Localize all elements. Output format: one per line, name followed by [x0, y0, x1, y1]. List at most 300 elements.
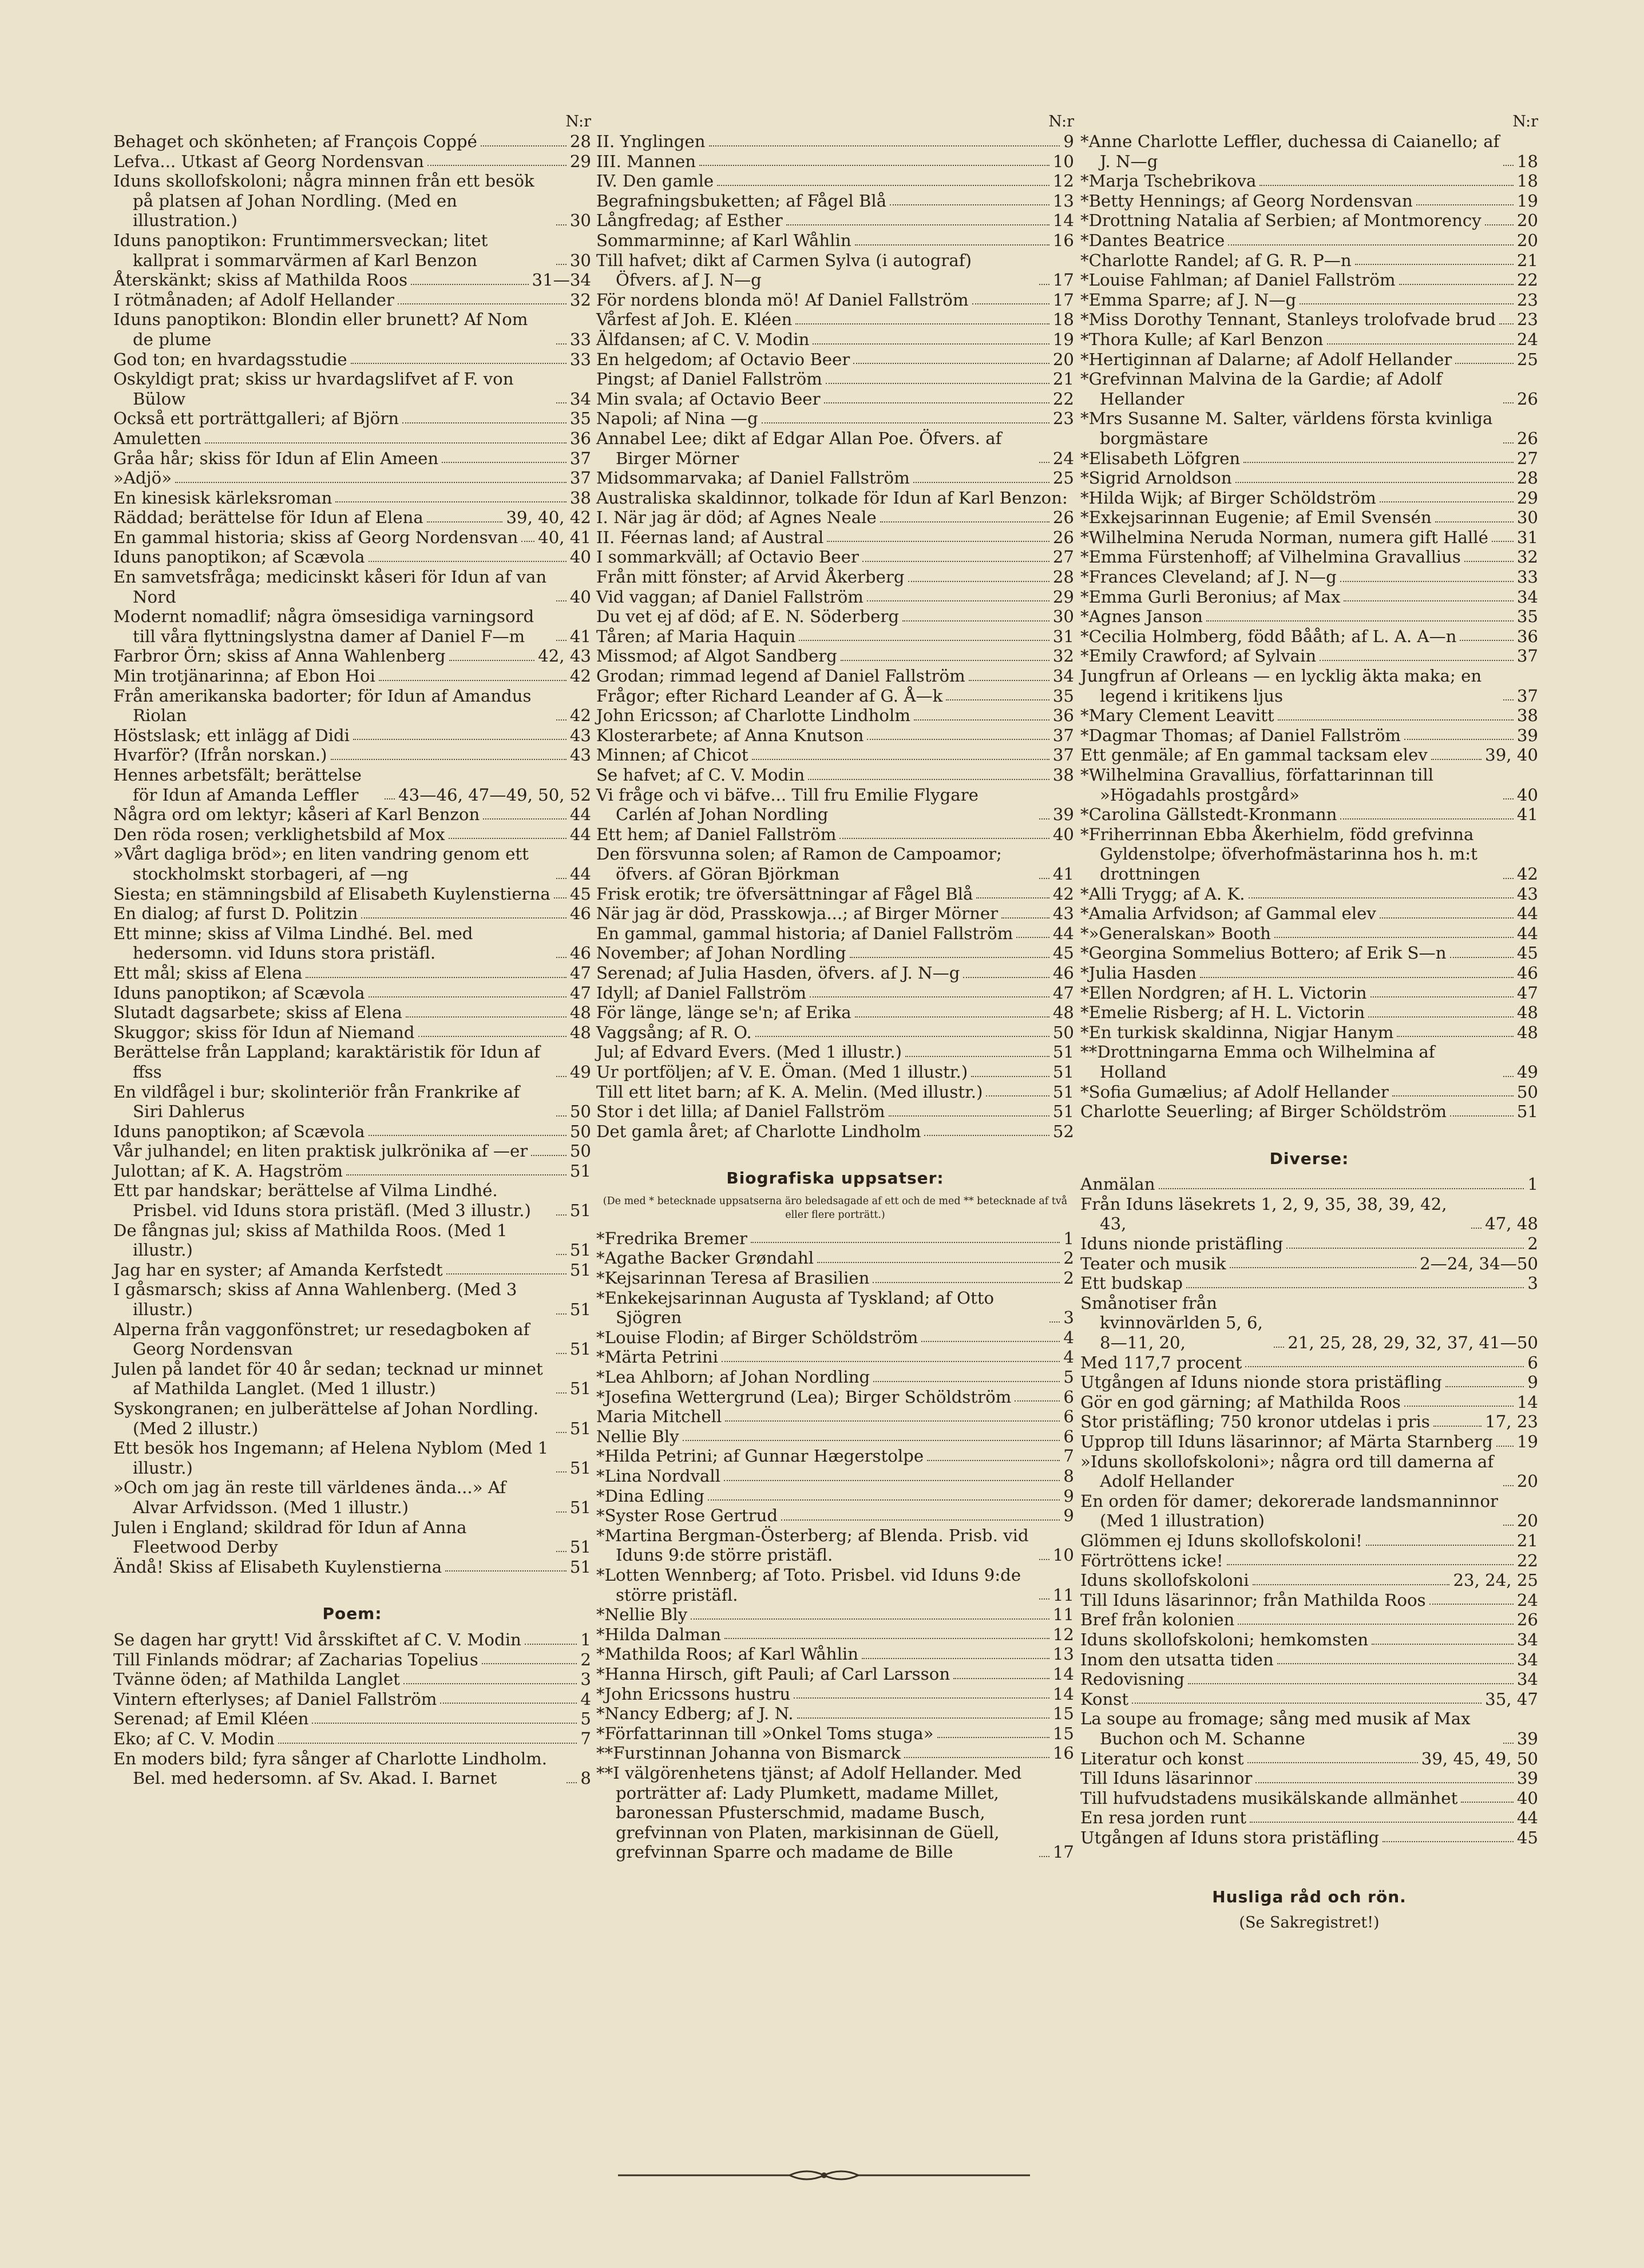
index-entry	[1080, 1669, 1538, 1689]
leader-dots	[1278, 719, 1514, 721]
entry-title: *Drottning Natalia af Serbien; af Montmorency	[1080, 211, 1481, 231]
index-entry	[1080, 1082, 1538, 1102]
poem-list-continued	[596, 132, 1074, 1141]
leader-dots	[1249, 897, 1514, 899]
index-entry	[113, 745, 591, 765]
index-entry	[1080, 1610, 1538, 1630]
index-entry	[596, 884, 1074, 904]
entry-title: *Martina Bergman-Österberg; af Blenda. Prisb. vid Iduns 9:de större pristäfl.	[596, 1525, 1029, 1565]
index-entry	[113, 1359, 591, 1399]
entry-number: 2	[1527, 1234, 1538, 1254]
entry-number: 44	[1516, 904, 1538, 924]
leader-dots	[1039, 1856, 1049, 1857]
entry-title: Oskyldigt prat; skiss ur hvardagslifvet af F. von Bülow	[113, 369, 514, 409]
entry-title: **Drottningarna Emma och Wilhelmina af Holland	[1080, 1042, 1435, 1082]
index-entry	[1080, 251, 1538, 271]
entry-title: Till hufvudstadens musikälskande allmänhet	[1080, 1788, 1458, 1808]
entry-number: 26	[1516, 1610, 1538, 1630]
entry-number: 20	[1516, 1471, 1538, 1491]
index-entry	[596, 1248, 1074, 1268]
index-entry	[596, 191, 1074, 211]
index-entry	[113, 270, 591, 290]
entry-title: Älfdansen; af C. V. Modin	[596, 329, 810, 349]
entry-title: *Amalia Arfvidson; af Gammal elev	[1080, 904, 1376, 924]
entry-number: 42, 43	[538, 646, 591, 666]
entry-number: 40	[569, 547, 591, 567]
index-entry	[1080, 1491, 1538, 1531]
entry-title: *Lea Ahlborn; af Johan Nordling	[596, 1367, 870, 1387]
entry-title: Stor pristäfling; 750 kronor utdelas i pris	[1080, 1412, 1430, 1432]
index-entry	[596, 686, 1074, 706]
index-entry	[1080, 1234, 1538, 1254]
index-entry	[596, 646, 1074, 666]
index-entry	[113, 1399, 591, 1438]
leader-dots	[1435, 521, 1514, 523]
leader-dots	[1397, 1036, 1513, 1037]
index-entry	[113, 1320, 591, 1359]
leader-dots	[1380, 501, 1514, 502]
leader-dots	[1039, 284, 1049, 285]
entry-number: 24	[1516, 329, 1538, 349]
leader-dots	[752, 759, 1049, 760]
index-entry	[596, 132, 1074, 152]
entry-title: Från mitt fönster; af Arvid Åkerberg	[596, 567, 905, 587]
index-entry	[596, 785, 1074, 825]
index-entry	[596, 1268, 1074, 1288]
entry-number: 46	[1516, 963, 1538, 983]
leader-dots	[867, 600, 1049, 601]
entry-number: 35	[569, 409, 591, 429]
entry-number: 20	[1516, 230, 1538, 250]
entry-number: 37	[1516, 686, 1538, 706]
entry-number: 51	[569, 1201, 591, 1221]
entry-number: 19	[1516, 191, 1538, 211]
index-entry	[1080, 409, 1538, 448]
entry-number: 31	[1516, 527, 1538, 547]
index-entry	[1080, 330, 1538, 350]
entry-number: 42	[569, 706, 591, 726]
index-entry	[1080, 1273, 1538, 1293]
index-entry	[596, 1506, 1074, 1526]
entry-title: Till Iduns läsarinnor	[1080, 1768, 1253, 1788]
entry-number: 28	[1052, 567, 1074, 587]
entry-title: *Lina Nordvall	[596, 1466, 721, 1486]
index-entry	[596, 1684, 1074, 1704]
index-entry	[1080, 1570, 1538, 1590]
entry-number: 38	[569, 488, 591, 508]
index-entry	[596, 409, 1074, 429]
leader-dots	[556, 224, 567, 225]
leader-dots	[1300, 303, 1514, 304]
entry-number: 13	[1052, 1644, 1074, 1664]
entry-number: 23	[1516, 290, 1538, 310]
entry-number: 32	[1516, 547, 1538, 567]
entry-number: 25	[1516, 349, 1538, 369]
entry-number: 47	[569, 963, 591, 983]
entry-title: *Agathe Backer Grøndahl	[596, 1248, 814, 1268]
index-entry	[596, 963, 1074, 983]
entry-number: 24	[1516, 1590, 1538, 1610]
entry-number: 39	[1516, 1728, 1538, 1748]
leader-dots	[839, 838, 1049, 839]
index-entry	[1080, 924, 1538, 944]
leader-dots	[385, 798, 395, 799]
index-entry	[596, 468, 1074, 488]
entry-title: Några ord om lektyr; kåseri af Karl Benzon	[113, 805, 480, 825]
entry-title: En vildfågel i bur; skolinteriör från Frankrike af Siri Dahlerus	[113, 1082, 520, 1122]
leader-dots	[826, 383, 1049, 384]
leader-dots	[442, 462, 567, 463]
entry-number: 38	[1516, 706, 1538, 726]
leader-dots	[794, 1697, 1049, 1699]
index-entry	[113, 528, 591, 548]
leader-dots	[841, 660, 1049, 661]
entry-number: 44	[569, 864, 591, 884]
index-entry	[596, 508, 1074, 528]
entry-title: *Carolina Gällstedt-Kronmann	[1080, 805, 1337, 825]
index-entry	[113, 884, 591, 904]
leader-dots	[427, 521, 503, 523]
entry-number: 16	[1052, 1743, 1074, 1763]
leader-dots	[724, 1638, 1049, 1639]
entry-number: 36	[1052, 706, 1074, 726]
entry-title: Ett besök hos Ingemann; af Helena Nyblom (Med 1 illustr.)	[113, 1438, 549, 1478]
column-nr-label: N:r	[565, 113, 591, 130]
index-entry	[1080, 1452, 1538, 1491]
leader-dots	[556, 640, 567, 641]
entry-number: 43—46, 47—49, 50, 52	[398, 785, 591, 805]
entry-title: *Dina Edling	[596, 1486, 704, 1506]
leader-dots	[398, 303, 567, 304]
index-entry	[596, 1229, 1074, 1249]
index-entry	[596, 1704, 1074, 1724]
entry-title: God ton; en hvardagsstudie	[113, 349, 347, 369]
leader-dots	[556, 957, 567, 958]
leader-dots	[306, 977, 566, 978]
index-entry	[596, 1427, 1074, 1447]
leader-dots	[556, 343, 567, 345]
leader-dots	[1049, 1321, 1060, 1323]
entry-title: Stor i det lilla; af Daniel Fallström	[596, 1102, 885, 1122]
entry-title: *Louise Fahlman; af Daniel Fallström	[1080, 270, 1396, 290]
leader-dots	[1200, 977, 1514, 978]
entry-title: *Mathilda Roos; af Karl Wåhlin	[596, 1644, 859, 1664]
index-entry	[1080, 943, 1538, 963]
entry-number: 22	[1052, 389, 1074, 409]
entry-title: *Emma Sparre; af J. N—g	[1080, 290, 1297, 310]
leader-dots	[556, 1313, 567, 1315]
leader-dots	[418, 1036, 567, 1037]
entry-number: 46	[569, 904, 591, 924]
entry-number: 39, 40	[1485, 745, 1538, 765]
entry-title: De fångnas jul; skiss af Mathilda Roos. (Med 1 illustr.)	[113, 1220, 508, 1260]
leader-dots	[1186, 1287, 1524, 1288]
index-entry	[1080, 884, 1538, 904]
index-entry	[596, 310, 1074, 330]
leader-dots	[1253, 1584, 1450, 1585]
leader-dots	[810, 996, 1049, 998]
entry-title: *Alli Trygg; af A. K.	[1080, 884, 1245, 904]
leader-dots	[1460, 640, 1513, 641]
entry-number: 32	[569, 290, 591, 310]
index-entry	[1080, 547, 1538, 567]
entry-number: 43	[569, 725, 591, 745]
entry-title: *Wilhelmina Gravallius, författarinnan till »Högadahls prostgård»	[1080, 765, 1434, 805]
entry-number: 42	[569, 666, 591, 686]
entry-number: 34	[1516, 1629, 1538, 1649]
entry-number: 43	[1516, 884, 1538, 904]
leader-dots	[1238, 1624, 1514, 1625]
index-entry	[113, 1003, 591, 1023]
index-entry	[596, 1486, 1074, 1506]
index-entry	[1080, 449, 1538, 469]
entry-title: Redovisning	[1080, 1669, 1185, 1689]
entry-title: En gammal historia; skiss af Georg Nordensvan	[113, 527, 518, 547]
leader-dots	[1039, 462, 1049, 463]
index-entry	[113, 429, 591, 449]
index-entry	[1080, 1372, 1538, 1392]
index-entry	[596, 765, 1074, 785]
index-entry	[1080, 1392, 1538, 1412]
entry-number: 30	[569, 211, 591, 231]
index-entry	[596, 1387, 1074, 1407]
index-entry	[596, 587, 1074, 607]
entry-title: Du vet ej af död; af E. N. Söderberg	[596, 607, 900, 627]
entry-title: II. Féernas land; af Austral	[596, 527, 824, 547]
index-entry	[113, 1438, 591, 1478]
entry-title: Iduns panoptikon: Fruntimmersveckan; litet kallprat i sommarvärmen af Karl Benzon	[113, 230, 488, 270]
leader-dots	[567, 1782, 577, 1783]
index-entry	[113, 409, 591, 429]
entry-number: 23, 24, 25	[1453, 1570, 1538, 1590]
entry-number: 48	[569, 1003, 591, 1023]
entry-title: Den försvunna solen; af Ramon de Campoamor; öfvers. af Göran Björkman	[596, 844, 1002, 884]
index-entry	[1080, 607, 1538, 627]
entry-title: *Cecilia Holmberg, född Bååth; af L. A. A—n	[1080, 626, 1457, 646]
index-entry	[1080, 1808, 1538, 1828]
index-entry	[1080, 1254, 1538, 1274]
leader-dots	[1344, 600, 1513, 601]
leader-dots	[889, 1115, 1049, 1117]
index-entry	[1080, 1689, 1538, 1709]
leader-dots	[850, 957, 1049, 958]
index-entry	[113, 449, 591, 469]
entry-number: 4	[1063, 1327, 1074, 1347]
entry-title: Vi fråge och vi bäfve... Till fru Emilie Flygare Carlén af Johan Nordling	[596, 785, 979, 825]
leader-dots	[683, 1440, 1060, 1441]
entry-number: 12	[1052, 171, 1074, 191]
leader-dots	[481, 145, 567, 147]
leader-dots	[1227, 1564, 1514, 1565]
leader-dots	[556, 402, 567, 403]
entry-title: *Marja Tschebrikova	[1080, 171, 1257, 191]
index-entry	[1080, 1412, 1538, 1432]
leader-dots	[1228, 244, 1514, 246]
leader-dots	[1392, 1095, 1514, 1097]
index-entry	[113, 1023, 591, 1043]
index-entry	[113, 607, 591, 646]
leader-dots	[1399, 284, 1514, 285]
entry-title: Vid vaggan; af Daniel Fallström	[596, 587, 863, 607]
entry-number: 50	[1516, 1082, 1538, 1102]
husliga-heading: Husliga råd och rön.	[1212, 1887, 1407, 1907]
index-entry	[113, 1181, 591, 1220]
leader-dots	[1445, 1386, 1524, 1387]
index-entry	[596, 983, 1074, 1003]
entry-number: 9	[1063, 132, 1074, 151]
index-entry	[596, 1328, 1074, 1348]
entry-title: Ett mål; skiss af Elena	[113, 963, 303, 983]
entry-number: 47	[569, 983, 591, 1003]
entry-number: 34	[569, 389, 591, 409]
leader-dots	[1503, 1525, 1514, 1526]
entry-title: *Lotten Wennberg; af Toto. Prisbel. vid Iduns 9:de större pristäfl.	[596, 1565, 1021, 1605]
entry-number: 48	[1516, 1022, 1538, 1042]
entry-number: 22	[1516, 270, 1538, 290]
index-entry	[596, 666, 1074, 686]
entry-number: 21	[1516, 250, 1538, 270]
index-entry	[1080, 211, 1538, 231]
leader-dots	[1247, 1762, 1418, 1763]
entry-number: 13	[1052, 191, 1074, 211]
index-entry	[113, 1478, 591, 1517]
entry-number: 51	[569, 1300, 591, 1320]
leader-dots	[1368, 1016, 1514, 1018]
index-entry	[1080, 1194, 1538, 1234]
index-entry	[113, 547, 591, 567]
entry-title: Utgången af Iduns stora pristäfling	[1080, 1827, 1380, 1847]
entry-number: 29	[1052, 587, 1074, 607]
index-entry	[596, 924, 1074, 944]
index-entry	[596, 1062, 1074, 1082]
entry-number: 44	[569, 805, 591, 825]
entry-number: 27	[1052, 547, 1074, 567]
entry-number: 18	[1516, 151, 1538, 171]
leader-dots	[824, 402, 1049, 403]
entry-title: Nellie Bly	[596, 1426, 679, 1446]
leader-dots	[1235, 482, 1514, 483]
entry-title: Vintern efterlyses; af Daniel Fallström	[113, 1689, 437, 1709]
entry-number: 51	[1052, 1102, 1074, 1122]
entry-number: 51	[569, 1418, 591, 1438]
entry-number: 2	[580, 1649, 591, 1669]
entry-title: För länge, länge se'n; af Erika	[596, 1003, 851, 1023]
entry-title: Iduns panoptikon; af Scævola	[113, 1121, 365, 1141]
leader-dots	[351, 363, 567, 364]
index-entry	[596, 429, 1074, 468]
entry-title: *Betty Hennings; af Georg Nordensvan	[1080, 191, 1413, 211]
entry-number: 15	[1052, 1704, 1074, 1724]
leader-dots	[556, 1076, 567, 1077]
entry-number: 2	[1063, 1248, 1074, 1268]
leader-dots	[402, 422, 567, 423]
entry-number: 20	[1516, 1511, 1538, 1531]
entry-title: Iduns panoptikon; af Scævola	[113, 983, 365, 1003]
leader-dots	[1370, 996, 1514, 998]
entry-title: Iduns nionde pristäfling	[1080, 1234, 1283, 1254]
entry-title: Amuletten	[113, 428, 201, 448]
entry-number: 35, 47	[1485, 1689, 1538, 1709]
index-entry	[1080, 270, 1538, 290]
entry-title: Syskongranen; en julberättelse af Johan Nordling. (Med 2 illustr.)	[113, 1399, 539, 1438]
entry-title: Pingst; af Daniel Fallström	[596, 369, 822, 389]
entry-title: Iduns panoptikon: Blondin eller brunett? Af Nom de plume	[113, 310, 528, 349]
entry-number: 30	[1516, 508, 1538, 528]
leader-dots	[1503, 1076, 1514, 1077]
entry-title: Napoli; af Nina —g	[596, 409, 758, 429]
entry-number: 19	[1052, 329, 1074, 349]
leader-dots	[403, 1683, 577, 1684]
entry-number: 14	[1516, 1392, 1538, 1412]
index-entry	[113, 1161, 591, 1181]
leader-dots	[1274, 937, 1514, 938]
index-entry	[596, 152, 1074, 172]
biografiska-heading: Biografiska uppsatser:	[726, 1169, 944, 1188]
entry-title: Se dagen har grytt! Vid årsskiftet af C. V. Modin	[113, 1629, 521, 1649]
index-entry	[113, 567, 591, 607]
entry-number: 21	[1052, 369, 1074, 389]
index-entry	[1080, 805, 1538, 825]
index-entry	[1080, 1023, 1538, 1043]
entry-number: 42	[1516, 864, 1538, 884]
entry-title: Ett par handskar; berättelse af Vilma Lindhé. Prisbel. vid Iduns stora pristäfl. (Med 3 illustr.)	[113, 1181, 531, 1221]
leader-dots	[904, 1757, 1049, 1758]
entry-title: Till hafvet; dikt af Carmen Sylva (i autograf) Öfvers. af J. N—g	[596, 250, 972, 290]
entry-title: *Kejsarinnan Teresa af Brasilien	[596, 1268, 870, 1288]
index-entry	[1080, 191, 1538, 211]
leader-dots	[855, 244, 1049, 246]
column-nr-label: N:r	[1512, 113, 1538, 130]
husliga-sub: (Se Sakregistret!)	[1239, 1914, 1380, 1932]
index-entry	[1080, 350, 1538, 370]
entry-number: 39	[1516, 1768, 1538, 1788]
entry-title: »Och om jag än reste till världenes ända...» Af Alvar Arfvidsson. (Med 1 illustr.)	[113, 1478, 506, 1517]
index-entry	[113, 1042, 591, 1082]
entry-title: *Mrs Susanne M. Salter, världens första kvinliga borgmästare	[1080, 409, 1493, 448]
index-entry	[596, 389, 1074, 409]
entry-title: Behaget och skönheten; af François Coppé	[113, 132, 477, 151]
index-entry	[113, 132, 591, 152]
entry-number: 28	[569, 132, 591, 151]
leader-dots	[445, 1570, 567, 1572]
leader-dots	[1416, 204, 1514, 205]
entry-title: Ändå! Skiss af Elisabeth Kuylenstierna	[113, 1557, 442, 1577]
entry-number: 51	[1052, 1062, 1074, 1082]
leader-dots	[1404, 1406, 1514, 1407]
index-entry	[113, 983, 591, 1003]
entry-title: Iduns panoptikon; af Scævola	[113, 547, 365, 567]
entry-number: 2—24, 34—50	[1420, 1253, 1538, 1273]
entry-title: *En turkisk skaldinna, Nigjar Hanym	[1080, 1022, 1394, 1042]
entry-title: Midsommarvaka; af Daniel Fallström	[596, 468, 910, 488]
diverse-heading: Diverse:	[1269, 1149, 1349, 1168]
entry-number: 23	[1052, 409, 1074, 429]
index-entry	[113, 350, 591, 370]
entry-number: 20	[1516, 211, 1538, 231]
index-entry	[1080, 468, 1538, 488]
index-entry	[1080, 1590, 1538, 1610]
entry-number: 33	[569, 349, 591, 369]
index-entry	[113, 1749, 591, 1788]
entry-number: 51	[1516, 1102, 1538, 1122]
leader-dots	[1503, 699, 1514, 700]
leader-dots	[556, 1353, 567, 1354]
entry-number: 18	[1516, 171, 1538, 191]
entry-title: Förtröttens icke!	[1080, 1550, 1223, 1570]
leader-dots	[817, 1262, 1060, 1263]
index-entry	[1080, 1551, 1538, 1571]
index-entry	[113, 1280, 591, 1319]
